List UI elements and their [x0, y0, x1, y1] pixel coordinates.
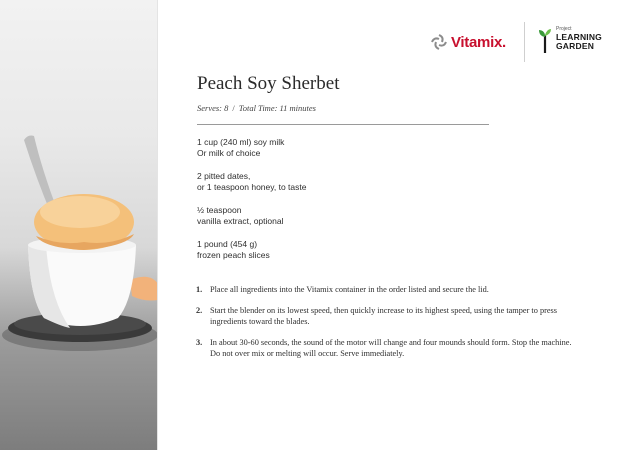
- direction-step: [196, 284, 576, 295]
- vitamix-wordmark: Vitamix.: [451, 33, 506, 51]
- plg-learning-text: LEARNING: [556, 32, 602, 42]
- direction-step: [196, 337, 576, 359]
- project-learning-garden-logo: [538, 27, 602, 53]
- ingredient-note: frozen peach slices: [197, 250, 270, 260]
- ingredient-line: ½ teaspoon: [197, 205, 242, 215]
- ingredient-item: [197, 137, 306, 159]
- direction-step: [196, 305, 576, 327]
- serves-text: Serves: 8: [197, 103, 229, 113]
- vitamix-swirl-icon: [430, 33, 448, 51]
- ingredient-item: [197, 171, 306, 193]
- title-rule: [197, 124, 489, 125]
- ingredients-list: [197, 137, 306, 273]
- step-number: 3.: [196, 338, 203, 347]
- meta-separator: /: [232, 103, 235, 113]
- ingredient-line: 2 pitted dates,: [197, 171, 251, 181]
- step-text: Start the blender on its lowest speed, then quickly increase to its highest speed, using the tamper to press ingredients toward the blades.: [210, 306, 558, 326]
- step-text: Place all ingredients into the Vitamix container in the order listed and secure the lid.: [210, 285, 489, 294]
- ingredient-note: Or milk of choice: [197, 148, 261, 158]
- ingredient-note: vanilla extract, optional: [197, 216, 284, 226]
- ingredient-line: 1 pound (454 g): [197, 239, 258, 249]
- step-number: 2.: [196, 306, 203, 315]
- ingredient-item: [197, 239, 306, 261]
- ingredient-line: 1 cup (240 ml) soy milk: [197, 137, 285, 147]
- sprout-icon: [538, 27, 552, 53]
- photo-divider: [157, 0, 158, 450]
- total-time-text: Total Time: 11 minutes: [238, 103, 316, 113]
- ingredient-item: [197, 205, 306, 227]
- ingredient-note: or 1 teaspoon honey, to taste: [197, 182, 307, 192]
- vitamix-logo: [430, 31, 506, 53]
- logo-divider: [524, 22, 525, 62]
- recipe-meta: [197, 103, 316, 113]
- plg-project-text: Project: [556, 26, 572, 32]
- directions-list: [196, 284, 576, 369]
- sherbet-photo: [0, 0, 158, 450]
- recipe-title: Peach Soy Sherbet: [197, 73, 340, 94]
- step-text: In about 30-60 seconds, the sound of the motor will change and four mounds should form. Stop the machine. Do not over mix or melting will occur. Serve immediately.: [210, 338, 572, 358]
- sherbet-bowl-illustration: [0, 0, 158, 450]
- plg-garden-text: GARDEN: [556, 40, 595, 51]
- step-number: 1.: [196, 285, 203, 294]
